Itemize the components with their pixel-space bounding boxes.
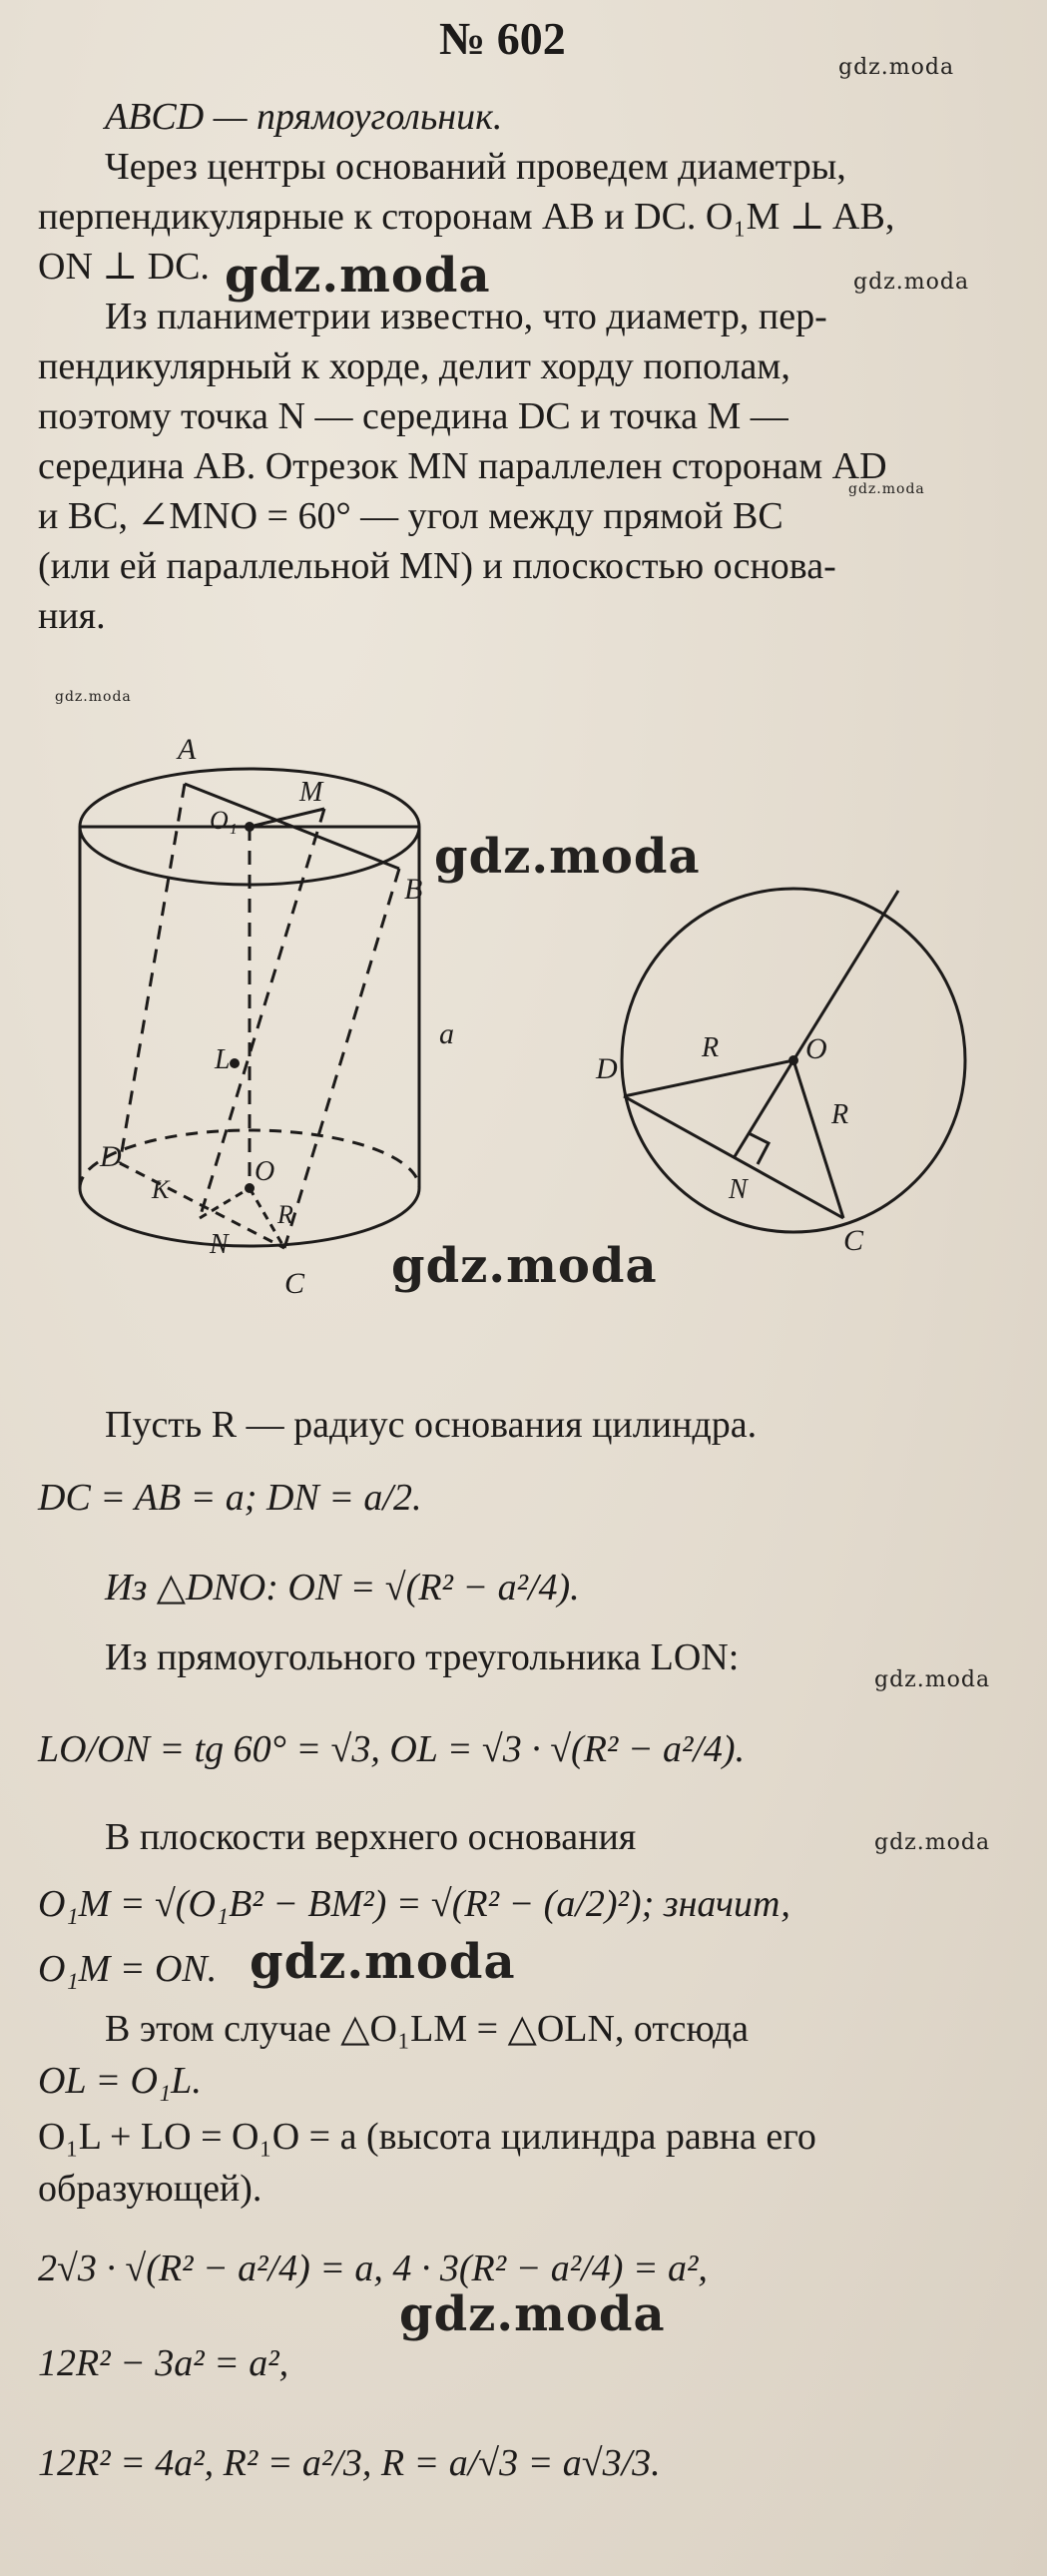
watermark: gdz.moda bbox=[874, 1830, 991, 1855]
watermark: gdz.moda bbox=[55, 689, 132, 705]
label-a: a bbox=[439, 1017, 454, 1050]
text-line: В этом случае △O₁LM = △OLN, отсюда bbox=[105, 2008, 750, 2050]
label-M: M bbox=[299, 777, 323, 808]
formula-line: 12R² − 3a² = a², bbox=[38, 2342, 289, 2384]
watermark: gdz.moda bbox=[848, 481, 925, 497]
label-N: N bbox=[729, 1174, 748, 1205]
text-line: пендикулярный к хорде, делит хорду пополам, bbox=[38, 345, 790, 387]
label-O: O bbox=[805, 1032, 827, 1065]
text-line: O₁L + LO = O₁O = a (высота цилиндра равна его bbox=[38, 2116, 816, 2158]
label-R: R bbox=[702, 1032, 720, 1063]
text-line: поэтому точка N — середина DC и точка M — bbox=[38, 395, 788, 437]
formula-line: 12R² = 4a², R² = a²/3, R = a/√3 = a√3/3. bbox=[38, 2442, 661, 2484]
text-line: середина AB. Отрезок MN параллелен сторонам AD bbox=[38, 445, 887, 487]
text-line: Через центры оснований проведем диаметры, bbox=[105, 146, 846, 188]
text-line: Из прямоугольного треугольника LON: bbox=[105, 1636, 740, 1678]
label-C: C bbox=[843, 1224, 864, 1257]
watermark: gdz.moda bbox=[853, 270, 970, 295]
text-line: и BC, ∠MNO = 60° — угол между прямой BC bbox=[38, 495, 784, 537]
label-O: O bbox=[255, 1156, 275, 1187]
label-N: N bbox=[210, 1229, 229, 1260]
watermark: gdz.moda bbox=[250, 1934, 516, 1990]
label-A: A bbox=[178, 733, 197, 766]
cylinder-figure bbox=[60, 719, 479, 1300]
label-D: D bbox=[596, 1052, 618, 1085]
text-line: Пусть R — радиус основания цилиндра. bbox=[105, 1404, 758, 1446]
watermark: gdz.moda bbox=[399, 2286, 666, 2342]
formula-line: Из △DNO: ON = √(R² − a²/4). bbox=[105, 1567, 580, 1609]
base-circle-figure bbox=[584, 879, 993, 1258]
label-O1: O₁ bbox=[210, 806, 238, 835]
label-C: C bbox=[284, 1267, 305, 1300]
formula-line: DC = AB = a; DN = a/2. bbox=[38, 1477, 422, 1519]
label-L: L bbox=[215, 1044, 231, 1075]
label-R: R bbox=[277, 1200, 293, 1229]
text-line: В плоскости верхнего основания bbox=[105, 1816, 637, 1858]
watermark: gdz.moda bbox=[434, 829, 701, 885]
formula-line: OL = O₁L. bbox=[38, 2060, 202, 2102]
label-K: K bbox=[152, 1175, 170, 1204]
text-line: перпендикулярные к сторонам AB и DC. O₁M ⊥ AB, bbox=[38, 196, 895, 238]
label-B: B bbox=[404, 873, 423, 906]
watermark: gdz.moda bbox=[838, 55, 955, 80]
text-line: (или ей параллельной MN) и плоскостью основа- bbox=[38, 545, 836, 587]
text-line: образующей). bbox=[38, 2168, 262, 2210]
problem-number: № 602 bbox=[439, 13, 566, 64]
watermark: gdz.moda bbox=[874, 1667, 991, 1692]
label-R: R bbox=[831, 1099, 849, 1130]
label-D: D bbox=[100, 1140, 122, 1173]
watermark: gdz.moda bbox=[225, 248, 491, 304]
formula-line: LO/ON = tg 60° = √3, OL = √3 · √(R² − a²/4). bbox=[38, 1728, 746, 1770]
text-line: Из планиметрии известно, что диаметр, пер- bbox=[105, 296, 827, 337]
formula-line: 2√3 · √(R² − a²/4) = a, 4 · 3(R² − a²/4) = a², bbox=[38, 2248, 708, 2289]
text-line: ния. bbox=[38, 595, 106, 637]
text-line: ON ⊥ DC. bbox=[38, 246, 210, 288]
formula-line: O₁M = √(O₁B² − BM²) = √(R² − (a/2)²); значит, bbox=[38, 1883, 790, 1925]
formula-line: O₁M = ON. bbox=[38, 1948, 218, 1990]
text-line: ABCD — прямоугольник. bbox=[105, 96, 503, 138]
watermark: gdz.moda bbox=[391, 1238, 658, 1294]
